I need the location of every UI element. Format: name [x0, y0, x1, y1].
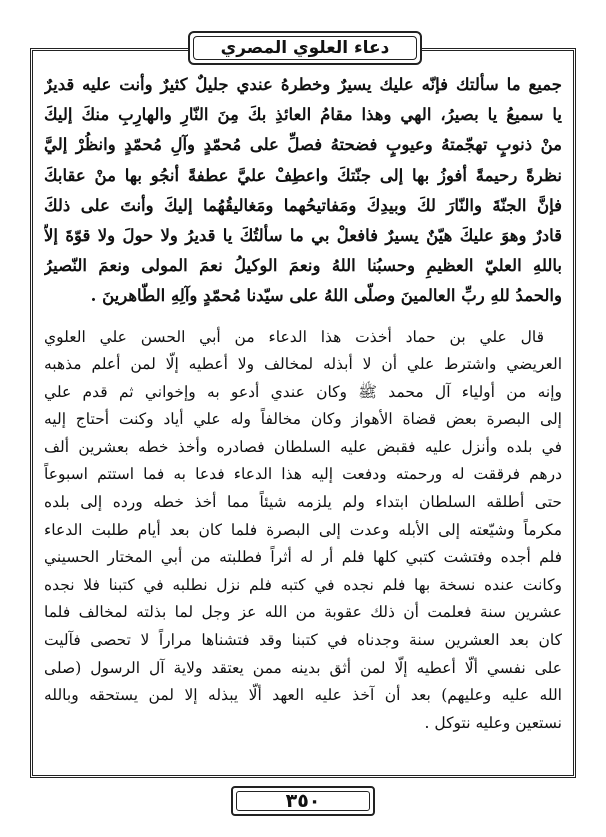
narration-line: فلم أجده وفتشت كتبي كلها فلم أر له أثراً فطلبته من أبي المختار الحسيني	[44, 548, 562, 567]
narration-text-block	[44, 324, 562, 738]
header-title-box	[188, 31, 422, 65]
prayer-line: نظرةً رحيمةً أفوزُ بها إلى جنّتكَ واعطِفْ عليَّ عطفةً أنجُو بها منْ عقابكَ	[44, 165, 562, 185]
prayer-line: فإنَّ الجنّةَ والنّارَ لكَ وبيدِكَ ومَفاتيحُهما ومَغاليقُهُما إليكَ وأنتَ على ذلكَ	[44, 195, 562, 215]
narration-line: كان بعد العشرين سنة وجدناه في كتبنا وقد فتشناها مراراً لا تحصى فآليت	[44, 631, 562, 650]
narration-line: الله عليه وعليهم) بعد أن آخذ عليه العهد ألّا يبذله إلا لمن يستحقه وبالله	[44, 686, 562, 705]
prayer-line: والحمدُ للهِ ربِّ العالمينَ وصلّى اللهُ على سيّدنا مُحمّدٍ وآلِهِ الطّاهرينَ .	[90, 286, 562, 306]
page-title: دعاء العلوي المصري	[220, 38, 390, 58]
narration-line: حتى أطلقه السلطان ابتداء ولم يلزمه شيئاً مما أخذ خطه ورده إلى بلده	[44, 493, 562, 512]
narration-line: مكرماً وشيّعته إلى الأبله وعدت إلى البصرة فلما كان بعد أيام طلبت الدعاء	[44, 520, 562, 539]
page-number: ٣٥٠	[285, 790, 321, 812]
narration-line: وإنه من أولياء آل محمد ﷺ وكان عندي أدعو به وإخواني ثم قدم علي	[44, 382, 562, 401]
narration-line: في بلده وأنزل عليه فقبض عليه السلطان فصادره وأخذ خطه بعشرين ألف	[44, 437, 562, 456]
narration-line: العريضي واشترط علي أن لا أبذله لمخالف ولا أعطيه إلّا لمن أعلم مذهبه	[44, 355, 562, 374]
narration-line: قال علي بن حماد أخذت هذا الدعاء من أبي الحسن علي العلوي	[44, 327, 544, 346]
prayer-line: يا سميعُ يا بصيرُ، الهي وهذا مقامُ العائذِ بكَ مِنَ النّارِ والهارِبِ منكَ إليكَ	[44, 105, 562, 125]
narration-line: وكانت عنده نسخة بها فلم نجده في كتبه فلم نزل نطلبه في كتبنا فلا نجده	[44, 575, 562, 594]
narration-line: درهم فرققت له ورحمته ودفعت إليه هذا الدعاء فدعا به فما استتم اسبوعاً	[44, 465, 562, 484]
prayer-line: باللهِ العليّ العظيمِ وحسبُنا اللهُ ونعمَ الوكيلُ نعمَ المولى ونعمَ النّصيرُ	[44, 256, 562, 276]
page-number-box	[231, 786, 375, 816]
narration-line: نستعين وعليه نتوكل .	[424, 713, 562, 732]
prayer-text-block	[44, 70, 562, 312]
narration-line: عشرين سنة فعلمت أن ذلك عقوبة من الله عز وجل لما بذلته لمخالف فلما	[44, 603, 562, 622]
narration-line: على نفسي ألّا أعطيه إلّا لمن أثق بدينه ممن يعتقد ولاية آل الرسول (صلى	[44, 658, 562, 677]
narration-line: إلى البصرة بعض قضاة الأهواز وكان مخالفاً وله علي أياد وكنت أحتاج إليه	[44, 410, 562, 429]
page-content	[44, 70, 562, 737]
prayer-line: جميع ما سألتك فإنّه عليك يسيرٌ وخطرهُ عندي جليلٌ كثيرٌ وأنت عليه قديرٌ	[44, 75, 562, 94]
prayer-line: منْ ذنوبٍ تهجّمتهُ وعيوبٍ فضحتهُ فصلِّ على مُحمّدٍ وآلِ مُحمّدٍ وانظُرْ إليَّ	[44, 135, 562, 155]
prayer-line: قادرٌ وهوَ عليكَ هيّنٌ يسيرٌ فافعلْ بي ما سألتُكَ يا قديرُ ولا حولَ ولا قوّةَ إلاّ	[44, 225, 562, 245]
